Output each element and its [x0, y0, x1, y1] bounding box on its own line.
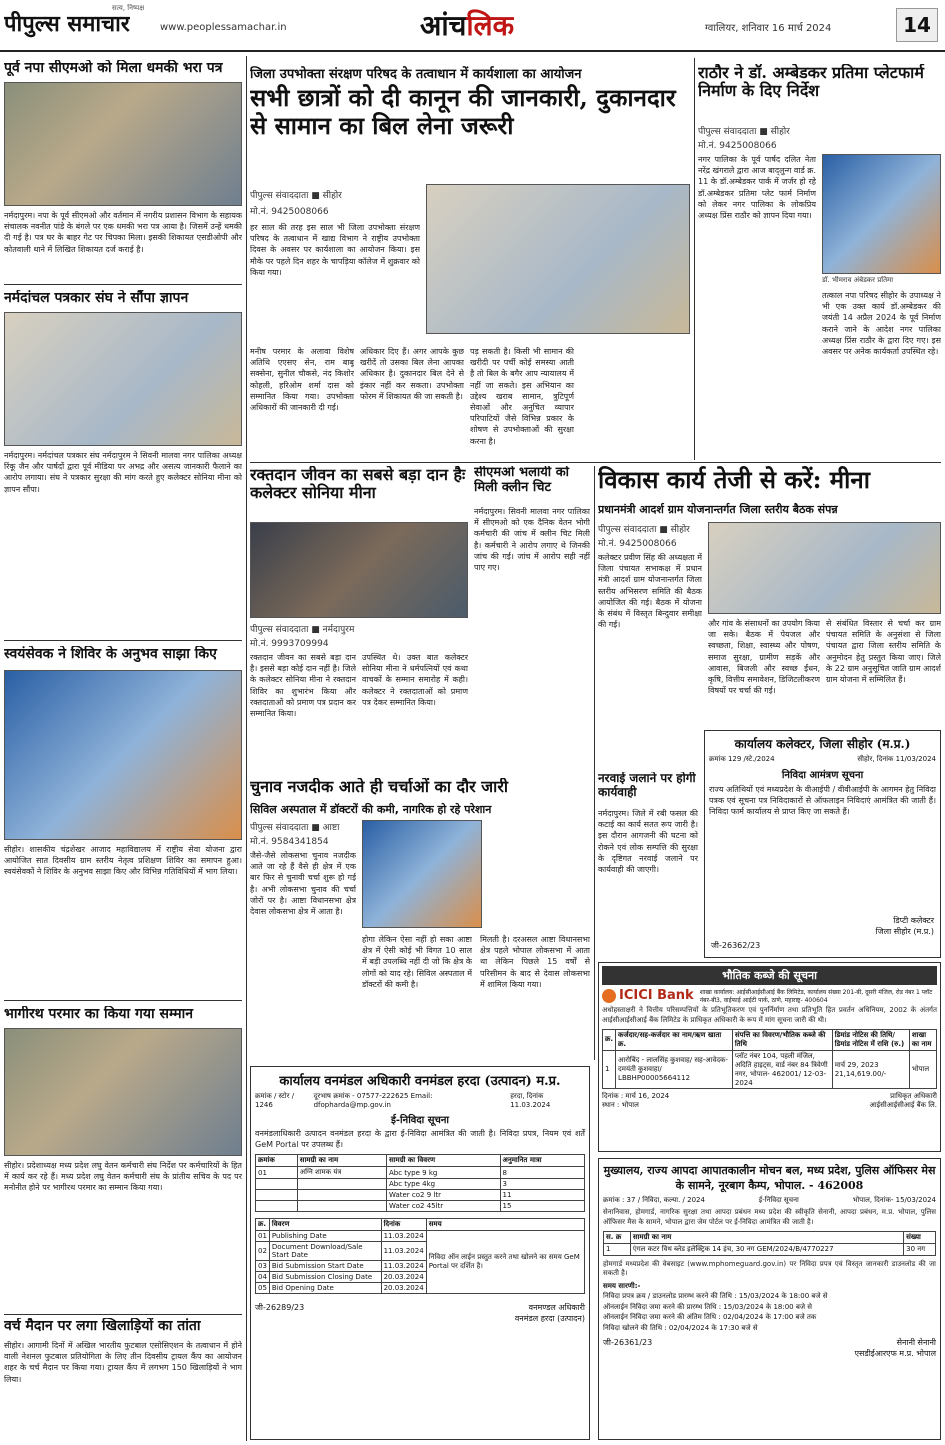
icici-header [602, 988, 937, 1004]
table-header: डिमांड नोटिस की तिथि/ डिमांड नोटिस में राशि (रु.) [832, 1029, 909, 1050]
table-cell: एंगल कटर विथ ब्लेड इलेक्ट्रिक 14 इंच, 30 नग GEM/2024/B/4770227 [630, 1243, 903, 1255]
icici-branch: शाखा कार्यालय: आईसीआईसीआई बैंक लिमिटेड, कार्यालय संख्या 201-बी, दूसरी मंजिल, रोड नंबर 1 प्लॉट नंबर-बी3, वाईफाई आईटी पार्क, ठाणे, महाराष्ट्र- 400604 [699, 989, 933, 1004]
story1-photo [4, 82, 242, 206]
brand-tagline: सत्य, निष्पक्ष [112, 4, 145, 12]
table-cell: 20.03.2024 [381, 1272, 426, 1283]
table-cell: 01 [256, 1231, 270, 1242]
icici-logo [602, 988, 694, 1004]
collector-meta [709, 755, 936, 764]
section-title-black: आंच [420, 9, 467, 42]
table-header: संख्या [904, 1231, 936, 1243]
relief-notice [598, 1158, 941, 1440]
election-byline: पीपुल्स संवाददाता ■ आष्टा [250, 823, 340, 833]
blood-mobile: मो.नं. 9993709994 [250, 639, 329, 649]
narwai-story [598, 772, 698, 958]
divider [4, 1000, 242, 1001]
table-header: सामग्री का नाम [297, 1155, 386, 1167]
forest-footer [255, 1302, 585, 1324]
table-cell: 11.03.2024 [381, 1261, 426, 1272]
icici-place: स्थान : भोपाल [602, 1100, 639, 1109]
table-cell [256, 1201, 298, 1212]
collector-sign-1: डिप्टी कलेक्टर [893, 916, 934, 925]
story5-body: सीहोर। आगामी दिनों में अखिल भारतीय फुटबाल एसोसिएशन के तत्वाधान में होने वाली नेशनल फुटबाल प्रतियोगिता के लिए तीन दिवसीय ट्रायल कैंप का आयोजन शहर के चर्च मैदान पर किया गया। ट्रायल कैंप में लगभग 150 खिलाड़ियों ने भाग लिया। [4, 1341, 242, 1384]
table-cell: 11.03.2024 [381, 1231, 426, 1242]
table-header: सामग्री का नाम [630, 1231, 903, 1243]
forest-schedule-table [255, 1218, 585, 1294]
column-divider [694, 58, 695, 460]
table-header: स. क्र [604, 1231, 631, 1243]
table-cell: भोपाल [909, 1050, 936, 1088]
election-story [250, 778, 590, 1060]
table-cell: मार्च 29, 2023 21,14,619.00/- [832, 1050, 909, 1088]
election-body-1: जैसे-जैसे लोकसभा चुनाव नजदीक आते जा रहे हैं वैसे ही क्षेत्र में एक बार फिर से चुनावी चर्चा शुरू हो गई है। अभी लोकसभा चुनाव की चर्चा जोरों पर है। आष्टा विधानसभा क्षेत्र देवास लोकसभा क्षेत्र में आता है। [250, 851, 356, 916]
cmo-body: नर्मदापुरम। सिवनी मालवा नगर पालिका में सीएमओ को एक दैनिक वेतन भोगी कर्मचारी की जांच में क्लीन चिट मिली है। कर्मचारी ने आरोप लगाए थे जिनकी जांच की गई। जांच में आरोप सही नहीं पाए गए। [474, 507, 590, 572]
relief-table [603, 1231, 936, 1256]
table-header: क्र. [256, 1219, 270, 1231]
table-cell [256, 1179, 298, 1190]
table-header: क्र. [603, 1029, 616, 1050]
story4-body: सीहोर। प्रदेशाध्यक्ष मध्य प्रदेश लघु वेतन कर्मचारी संघ निर्देश पर कर्मचारियों के हित में कार्य कर रहे हैं। मध्य प्रदेश लघु वेतन कर्मचारी संघ के प्रांतीय सचिव के पद पर मनोनीत होने पर भागीरथ परमार का सम्मान किया गया। [4, 1161, 242, 1193]
table-row [256, 1190, 585, 1201]
forest-ref: क्रमांक / स्टोर / 1246 [255, 1092, 295, 1109]
blood-photo [250, 522, 468, 618]
list-item: निविदा खोलने की तिथि : 02/04/2024 के 17:30 बजे से [603, 1323, 758, 1332]
icici-body: अधोहस्ताक्षरी ने वित्तीय परिसम्पत्तियों के प्रतिभूतिकरण एवं पुनर्निर्माण तथा प्रतिभूति हित प्रवर्तन अधिनियम, 2002 के अंतर्गत आईसीआईसीआई बैंक लिमिटेड के प्राधिकृत अधिकारी के रूप में मांग सूचना जारी की थी। [602, 1006, 937, 1024]
development-photo [708, 522, 941, 614]
relief-ref: क्रमांक : 37 / निविदा, कल्या. / 2024 [603, 1196, 705, 1204]
table-cell [297, 1190, 386, 1201]
table-row [256, 1231, 585, 1242]
table-cell: Water co2 45ltr [386, 1201, 500, 1212]
table-cell [297, 1201, 386, 1212]
table-cell: 8 [500, 1167, 585, 1179]
ambedkar-photo [822, 154, 941, 274]
icici-date-place [602, 1092, 669, 1110]
relief-footer [603, 1337, 936, 1359]
table-cell: Document Download/Sale Start Date [269, 1242, 381, 1261]
collector-body: राज्य अतिथियों एवं मध्यप्रदेश के वीआईपी / वीवीआईपी के आगमन हेतु निविदा पत्रक एवं सूचना पत्र निविदाकारों से ऑफलाइन निविदाएं आमंत्रित की जाती हैं। निविदा फार्म कार्यालय से प्राप्त किए जा सकते हैं। [709, 785, 936, 817]
table-header: कर्जदार/सह-कर्जदार का नाम/ऋण खाता क्र. [616, 1029, 733, 1050]
lead-byline: पीपुल्स संवाददाता ■ सीहोर [250, 191, 342, 201]
table-header: सामग्री का विवरण [386, 1155, 500, 1167]
story5-headline: वर्च मैदान पर लगा खिलाड़ियों का तांता [4, 1318, 201, 1334]
table-cell: Publishing Date [269, 1231, 381, 1242]
table-cell: 11.03.2024 [381, 1242, 426, 1261]
election-body-3: मिलती है। दरअसल आष्टा विधानसभा क्षेत्र पहले भोपाल लोकसभा में आता था लेकिन पिछले 15 वर्षों से परिसीमन के बाद से देवास लोकसभा में शामिल किया गया। [480, 935, 590, 989]
story1-headline: पूर्व नपा सीएमओ को मिला धमकी भरा पत्र [4, 60, 223, 76]
icici-sign-2: आईसीआईसीआई बैंक लि. [869, 1100, 937, 1109]
left-column [4, 56, 242, 1441]
table-header-row [256, 1219, 585, 1231]
development-byline: पीपुल्स संवाददाता ■ सीहोर [598, 525, 690, 535]
table-cell: 1 [604, 1243, 631, 1255]
table-cell: आरोबिंद - लालसिंह कुशवाह/ सह-आवेदक-दमयंती कुशवाहा/ LBBHP00005664112 [616, 1050, 733, 1088]
collector-ref: क्रमांक 129 /स्टे./2024 [709, 755, 775, 763]
ambedkar-body-2: तत्काल नपा परिषद सीहोर के उपाध्यक्ष ने भी एक उक्त कार्य डॉ.अम्बेडकर की जयंती 14 अप्रैल 2024 के पूर्व निर्माण कराने जाने के आदेश नगर पालिका अध्यक्ष प्रिंस राठौर के द्वारा दिए गए। इस अवसर पर अनेक कार्यकर्ता उपस्थित रहे। [822, 291, 941, 356]
forest-heading: ई-निविदा सूचना [391, 1115, 449, 1126]
lead-body-3: अधिकार दिए हैं। अगर आपके कुछ खरीदें तो उसका बिल लेना आपका अधिकार है। दुकानदार बिल देने से इंकार नहीं कर सकता। उपभोक्ता फोरम में शिकायत की जा सकती है। [360, 347, 464, 401]
election-subhead: सिविल अस्पताल में डॉक्टरों की कमी, नागरिक हो रहे परेशान [250, 803, 492, 816]
table-header-row [604, 1231, 936, 1243]
relief-sign-2: एसडीईआरएफ म.प्र. भोपाल [854, 1349, 936, 1359]
development-mobile: मो.नं. 9425008066 [598, 539, 677, 549]
icici-footer [602, 1092, 937, 1110]
table-cell: 30 नग [904, 1243, 936, 1255]
lead-body-1: हर साल की तरह इस साल भी जिला उपभोक्ता संरक्षण परिषद के तत्वाधान में खाद्य विभाग ने राष्ट्रीय उपभोक्ता दिवस के अवसर पर कार्यशाला का आयोजन किया। इस मौके पर पहले दिन शहर के चापड़िया कॉलेज में शुक्रवार को किया गया। [250, 223, 420, 277]
table-header: शाखा का नाम [909, 1029, 936, 1050]
table-header: समय [426, 1219, 584, 1231]
divider [4, 1314, 242, 1315]
development-subhead: प्रधानमंत्री आदर्श ग्राम योजनान्तर्गत जिला स्तरीय बैठक संपन्न [598, 503, 838, 516]
election-mobile: मो.नं. 9584341854 [250, 837, 329, 847]
table-cell: 04 [256, 1272, 270, 1283]
development-body-2: और गांव के संसाधनों का उपयोग किया जा सके। बैठक में पेयजल और स्वच्छता, शिक्षा, स्वास्थ्य और पोषण, समाज सुरक्षा, ग्रामीण सड़कें और आवास, बिजली और स्वच्छ ईंधन, कृषि, वित्तीय समावेशन, डिजिटलीकरण विषयों पर चर्चा की गई। [708, 619, 820, 696]
relief-date: भोपाल, दिनांक- 15/03/2024 [852, 1196, 936, 1204]
lead-mobile: मो.नं. 9425008066 [250, 207, 329, 217]
cmo-headline: सीएमओ भलायी को मिली क्लीन चिट [474, 466, 570, 495]
table-cell: 11 [500, 1190, 585, 1201]
blood-byline: पीपुल्स संवाददाता ■ नर्मदापुरम [250, 625, 355, 635]
narwai-body: नर्मदापुरम। जिले में रबी फसल की कटाई का कार्य सतत रूप जारी है। इस दौरान आगजनी की घटना को रोकने एवं लोक सम्पत्ति की सुरक्षा के दृष्टिगत नरवाई जलाने पर कार्यवाही की जाएगी। [598, 809, 698, 874]
table-header-row [603, 1029, 937, 1050]
ambedkar-caption: डॉ. भीमराव अंबेडकर प्रतिमा [822, 276, 894, 284]
story3-body: सीहोर। शासकीय चंद्रशेखर आजाद महाविद्यालय में राष्ट्रीय सेवा योजना द्वारा आयोजित सात दिवसीय ग्राम स्तरीय नेतृत्व प्रशिक्षण शिविर का समापन हुआ। स्वयंसेवकों ने शिविर के अनुभव साझा किए और विभिन्न गतिविधियों में भाग लिया। [4, 845, 242, 877]
story4-photo [4, 1028, 242, 1156]
cmo-story [474, 466, 590, 772]
collector-heading: निविदा आमंत्रण सूचना [781, 770, 864, 781]
table-cell: Abc type 9 kg [386, 1167, 500, 1179]
column-divider [246, 56, 247, 1441]
election-headline: चुनाव नजदीक आते ही चर्चाओं का दौर जारी [250, 778, 509, 796]
relief-schedule [603, 1291, 936, 1333]
table-cell: Bid Submission Start Date [269, 1261, 381, 1272]
election-photo [362, 820, 482, 928]
table-row [604, 1243, 936, 1255]
horizontal-divider [250, 462, 941, 463]
relief-code: जी-26361/23 [603, 1338, 653, 1348]
brand-name: पीपुल्स समाचार [4, 11, 130, 37]
forest-body: वनमंडलाधिकारी उत्पादन वनमंडल हरदा के द्वारा ई-निविदा आमंत्रित की जाती है। निविदा प्रपत्र, नियम एवं शर्तें GeM Portal पर उपलब्ध हैं। [255, 1129, 585, 1150]
story3-headline: स्वयंसेवक ने शिविर के अनुभव साझा किए [4, 646, 217, 662]
icici-date: दिनांक : मार्च 16, 2024 [602, 1091, 670, 1100]
table-header: संपत्ति का विवरण/भौतिक कब्जे की तिथि [732, 1029, 832, 1050]
lead-body-4: पड़ सकती है। किसी भी सामान की खरीदी पर पर्ची कोई समस्या आती है तो बिल के बगैर आप न्यायालय में नहीं जा सकते। इस अभियान का उद्देश्य खराब सामान, त्रुटिपूर्ण सेवाओं और अनुचित व्यापार परिपाटियों जैसे विभिन्न प्रकार के शोषण से उपभोक्ताओं की सुरक्षा करना है। [470, 347, 574, 446]
table-header: दिनांक [381, 1219, 426, 1231]
divider [4, 284, 242, 285]
list-item: ऑनलाईन निविदा जमा करने की अंतिम तिथि : 02/04/2024 के 17:00 बजे तक [603, 1313, 817, 1322]
table-row [603, 1050, 937, 1088]
icici-bank-name: ICICI Bank [619, 988, 694, 1003]
page-number: 14 [896, 8, 938, 42]
table-cell: Abc type 4kg [386, 1179, 500, 1190]
table-header: क्रमांक [256, 1155, 298, 1167]
icici-sign-1: प्राधिकृत अधिकारी [890, 1091, 937, 1100]
collector-signature [876, 915, 934, 937]
relief-body: सेनानिवास, होमगार्ड, नागरिक सुरक्षा तथा आपदा प्रबंधन मध्य प्रदेश की स्वीकृति सेनानी, आपदा प्रबंधन, म.प्र. भोपाल, पुलिस ऑफिसर मैस के सामने, भोपाल द्वारा जेम पोर्टल पर ई-निविदा आमंत्रित की जाती है। [603, 1208, 936, 1226]
relief-schedule-title: समय सारणी:- [603, 1282, 641, 1291]
table-cell: 05 [256, 1283, 270, 1294]
relief-note: होमगार्ड मध्यप्रदेश की वेबसाइट (www.mphomeguard.gov.in) पर निविदा प्रपत्र एवं विस्तृत जानकारी डाउनलोड की जा सकती है। [603, 1259, 936, 1278]
collector-sign-2: जिला सीहोर (म.प्र.) [875, 927, 934, 936]
forest-title: कार्यालय वनमंडल अधिकारी वनमंडल हरदा (उत्पादन) म.प्र. [279, 1074, 561, 1089]
table-row [256, 1179, 585, 1190]
relief-sign-1: सेनानी सेनानी [896, 1338, 936, 1348]
collector-notice [704, 730, 941, 958]
forest-signature [515, 1302, 585, 1324]
ambedkar-body-1: नगर पालिका के पूर्व पार्षद दलित नेता नरेंद्र खंगराले द्वारा आज बाद्लुन्ग वार्ड क्र. 11 के डॉ.अम्बेडकर पार्क में जर्जर हो रहे डॉ.अम्बेडकर प्रतिमा प्लेट फार्म निर्माण को लेकर नगर पालिका के लोकप्रिय अध्यक्ष प्रिंस राठौर को ज्ञापन दिया गया। [698, 155, 816, 220]
table-header: अनुमानित मात्रा [500, 1155, 585, 1167]
table-cell: 02 [256, 1242, 270, 1261]
forest-sign-1: वनमण्डल अधिकारी [528, 1303, 585, 1313]
relief-signature [855, 1337, 936, 1359]
blood-donation-story [250, 466, 468, 772]
development-story [598, 466, 941, 726]
ambedkar-headline: राठौर ने डॉ. अम्बेडकर प्रतिमा प्लेटफार्म निर्माण के दिए निर्देश [698, 64, 924, 101]
lead-headline: सभी छात्रों को दी कानून की जानकारी, दुकानदार से सामान का बिल लेना जरूरी [250, 84, 676, 140]
blood-body-1: रक्तदान जीवन का सबसे बड़ा दान है। इससे बड़ा कोई दान नहीं है। जिले के कलेक्टर सोनिया मीना ने रक्तदान शिविर का शुभारंभ किया और रक्तदाताओं को प्रमाण पत्र प्रदान कर सम्मानित किया। [250, 653, 356, 718]
story2-photo [4, 312, 242, 446]
table-cell: 03 [256, 1261, 270, 1272]
icici-table [602, 1029, 937, 1089]
story1-body: नर्मदापुरम। नपा के पूर्व सीएमओ और वर्तमान में नगरीय प्रशासन विभाग के सहायक संचालक नवनीत पांडे के बंगले पर एक धमकी भरा पत्र आया है। जिसमें उन्हें धमकी दी गई है। पत्र घर के बाहर गेट पर चिपका मिला। इसकी शिकायत एसडीओपी और कोतवाली थाने में लिखित शिकायत दर्ज कराई है। [4, 211, 242, 254]
lead-body-2: मनीष परमार के अलावा विशेष अतिथि एएसए सेन, राम बाबू सक्सेना, सुनील चौकसे, नंद किशोर कोहली, हरिओम शर्मा दास को सम्मानित किया गया। उपभोक्ता अधिकारों की जानकारी दी गई। [250, 347, 354, 412]
column-divider [594, 466, 595, 1060]
icici-logo-icon [602, 989, 616, 1003]
table-cell [256, 1190, 298, 1201]
table-cell [297, 1179, 386, 1190]
section-title-red: लिक [466, 9, 515, 42]
story4-headline: भागीरथ परमार का किया गया सम्मान [4, 1006, 193, 1022]
table-cell: निविदा ऑन लाईन प्रस्तुत करने तथा खोलने का समय GeM Portal पर दर्शित है। [426, 1231, 584, 1294]
icici-signature [870, 1092, 937, 1110]
relief-title: मुख्यालय, राज्य आपदा आपातकालीन मोचन बल, मध्य प्रदेश, पुलिस ऑफिसर मेस के सामने, नूरबाग कैम्प, भोपाल. - 462008 [603, 1164, 936, 1192]
story3-photo [4, 670, 242, 840]
icici-band: भौतिक कब्जे की सूचना [602, 966, 937, 985]
divider [4, 640, 242, 641]
website-url[interactable]: www.peoplessamachar.in [160, 22, 287, 33]
blood-body-2: उपस्थित थे। उक्त बात कलेक्टर सोनिया मीना ने धर्मपत्नियों एवं कथा वाचकों के सम्मान समारोह में कही। कलेक्टर ने रक्तदाताओं को प्रमाण पत्र देकर सम्मानित किया। [362, 653, 468, 707]
table-cell: Bid Submission Closing Date [269, 1272, 381, 1283]
ambedkar-byline: पीपुल्स संवाददाता ■ सीहोर [698, 127, 790, 137]
ambedkar-story [698, 58, 941, 458]
table-header: विवरण [269, 1219, 381, 1231]
collector-title: कार्यालय कलेक्टर, जिला सीहोर (म.प्र.) [734, 737, 911, 751]
table-row [256, 1167, 585, 1179]
table-cell: Water co2 9 ltr [386, 1190, 500, 1201]
lead-story [250, 58, 690, 458]
table-cell: Bid Opening Date [269, 1283, 381, 1294]
list-item: ऑनलाईन निविदा जमा करने की प्रारम्भ तिथि : 15/03/2024 के 18:00 बजे से [603, 1302, 813, 1311]
collector-code: जी-26362/23 [711, 941, 761, 950]
forest-contact: दूरभाष क्रमांक - 07577-222625 Email: dfopharda@mp.gov.in [313, 1092, 433, 1109]
forest-sign-2: वनमंडल हरदा (उत्पादन) [514, 1314, 585, 1324]
section-title [420, 6, 514, 44]
table-cell: 3 [500, 1179, 585, 1190]
development-body-1: कलेक्टर प्रवीण सिंह की अध्यक्षता में जिला पंचायत सभाकक्ष में प्रधान मंत्री आदर्श ग्राम योजनान्तर्गत जिला स्तरीय अभिसरण समिति की बैठक आयोजित की गई। बैठक में योजना के संबंध में विस्तृत बिन्दुवार समीक्षा की गई। [598, 553, 702, 630]
table-cell: 1 [603, 1050, 616, 1088]
table-cell: 20.03.2024 [381, 1283, 426, 1294]
forest-code: जी-26289/23 [255, 1303, 305, 1313]
dateline: ग्वालियर, शनिवार 16 मार्च 2024 [705, 23, 832, 34]
forest-date: हरदा, दिनांक 11.03.2024 [510, 1092, 551, 1109]
story2-body: नर्मदापुरम। नर्मदांचल पत्रकार संघ नर्मदापुरम ने सिवनी मालवा नगर पालिका अध्यक्ष रिंकू जैन और पार्षदों द्वारा पूर्व मीडिया पर अभद्र और असत्य जानकारी फैलाने का आरोप लगाया। संघ ने पत्रकार सुरक्षा की मांग करते हुए कलेक्टर सोनिया मीना को ज्ञापन सौंपा। [4, 451, 242, 494]
narwai-headline: नरवाई जलाने पर होगी कार्यवाही [598, 772, 696, 799]
forest-notice [250, 1066, 590, 1440]
development-headline: विकास कार्य तेजी से करें: मीना [598, 466, 870, 494]
table-header-row [256, 1155, 585, 1167]
table-cell: प्लॉट नंबर 104, पहली मंजिल, अदिति हाइट्स, वार्ड नंबर 84 त्रिवेणी नगर, भोपाल- 462001/ 12-03-2024 [732, 1050, 832, 1088]
table-row [256, 1201, 585, 1212]
forest-items-table [255, 1154, 585, 1212]
election-body-2: होगा लेकिन ऐसा नहीं हो सका आष्टा क्षेत्र में ऐसी कोई भी विगत 10 साल में बड़ी उपलब्धि नहीं दी जो कि क्षेत्र के लोगों को याद रहे। सिविल अस्पताल में डॉक्टरों की कमी है। [362, 935, 472, 989]
relief-meta [603, 1196, 936, 1205]
lead-kicker: जिला उपभोक्ता संरक्षण परिषद के तत्वाधान में कार्यशाला का आयोजन [250, 67, 582, 82]
masthead [0, 0, 945, 52]
table-cell: अग्नि शामक यंत्र [297, 1167, 386, 1179]
collector-date: सीहोर, दिनांक 11/03/2024 [857, 755, 936, 763]
story2-headline: नर्मदांचल पत्रकार संघ ने सौंपा ज्ञापन [4, 290, 189, 306]
lead-photo [426, 184, 690, 334]
blood-headline: रक्तदान जीवन का सबसे बड़ा दान हैः कलेक्टर सोनिया मीना [250, 466, 466, 503]
ambedkar-mobile: मो.नं. 9425008066 [698, 141, 777, 151]
table-cell: 15 [500, 1201, 585, 1212]
list-item: निविदा प्रपत्र क्रय / डाउनलोड प्रारम्भ करने की तिथि : 15/03/2024 के 18:00 बजे से [603, 1292, 828, 1301]
table-cell: 01 [256, 1167, 298, 1179]
relief-heading: ई-निविदा सूचना [758, 1196, 799, 1204]
icici-notice [598, 962, 941, 1152]
forest-meta [255, 1092, 585, 1109]
development-body-3: से संबंधित विस्तार से चर्चा कर ग्राम पंचायत समिति के अनुसंशा से जिला पंचायत द्वारा जिला स्तरीय समिति के अनुमोदन हेतु प्रस्तुत किया जाए। जिले के 22 ग्राम अनुसूचित जाति ग्राम आदर्श ग्राम योजना में सम्मिलित हैं। [826, 619, 941, 684]
